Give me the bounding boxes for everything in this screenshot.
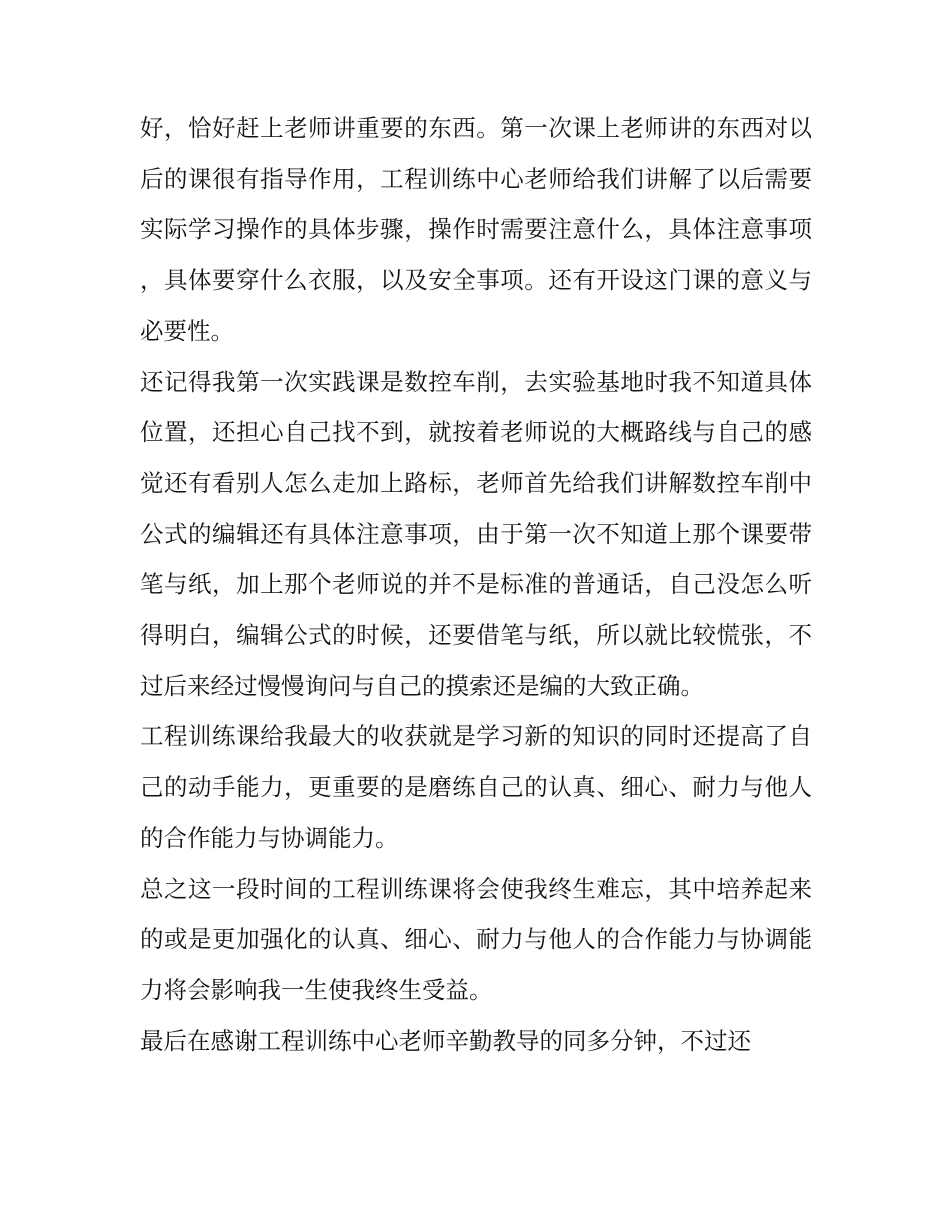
paragraph-1: 好，恰好赶上老师讲重要的东西。第一次课上老师讲的东西对以后的课很有指导作用，工程训练中心老师给我们讲解了以后需要实际学习操作的具体步骤，操作时需要注意什么，具体注意事项，具体要穿什么衣服，以及安全事项。还有开设这门课的意义与必要性。 xyxy=(140,114,812,345)
paragraph-5: 最后在感谢工程训练中心老师辛勤教导的同多分钟，不过还 xyxy=(140,1026,751,1055)
paragraph-4: 总之这一段时间的工程训练课将会使我终生难忘，其中培养起来的或是更加强化的认真、细心、耐力与他人的合作能力与协调能力将会影响我一生使我终生受益。 xyxy=(140,874,812,1004)
paragraph-2: 还记得我第一次实践课是数控车削，去实验基地时我不知道具体位置，还担心自己找不到，就按着老师说的大概路线与自己的感觉还有看别人怎么走加上路标，老师首先给我们讲解数控车削中公式的编辑还有具体注意事项，由于第一次不知道上那个课要带笔与纸，加上那个老师说的并不是标准的普通话，自己没怎么听得明白，编辑公式的时候，还要借笔与纸，所以就比较慌张，不过后来经过慢慢询问与自己的摸索还是编的大致正确。 xyxy=(140,367,812,700)
document-body xyxy=(140,103,812,1066)
paragraph-3: 工程训练课给我最大的收获就是学习新的知识的同时还提高了自己的动手能力，更重要的是磨练自己的认真、细心、耐力与他人的合作能力与协调能力。 xyxy=(140,722,812,852)
